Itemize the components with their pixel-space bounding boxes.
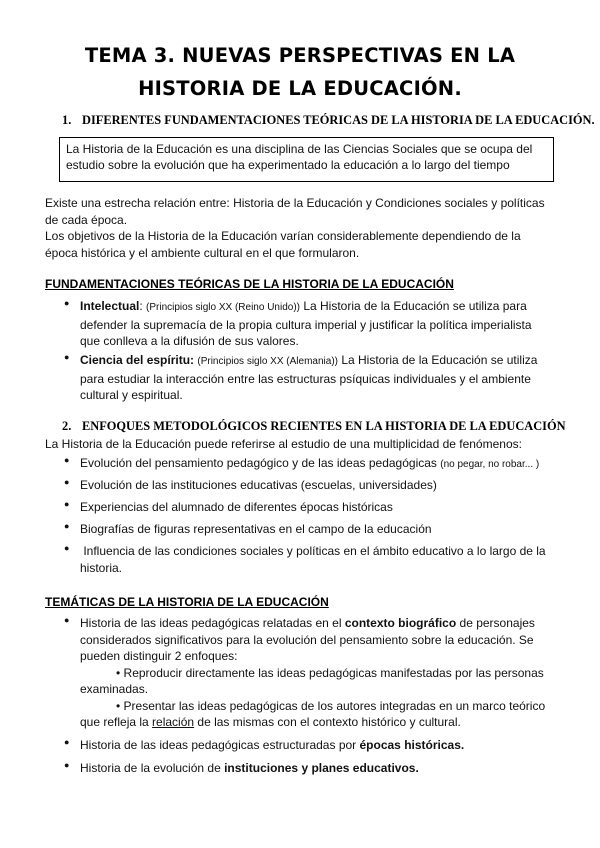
- subitem-text: de las mismas con el contexto histórico y cultural.: [194, 715, 461, 729]
- item-text: Influencia de las condiciones sociales y políticas en el ámbito educativo a lo largo de la: [80, 544, 546, 558]
- bullet-icon: ●: [64, 760, 70, 770]
- item-line2: considerados significativos para la evolución del pensamiento sobre la educación. Se: [80, 632, 534, 647]
- item-line2: historia.: [80, 560, 123, 575]
- item-colon: :: [139, 299, 147, 313]
- definition-line1: La Historia de la Educación es una disciplina de las Ciencias Sociales que se ocupa del: [66, 142, 533, 156]
- item-text: Evolución del pensamiento pedagógico y de las ideas pedagógicas: [80, 456, 441, 470]
- section2-heading: [62, 419, 566, 434]
- item-text: de personajes: [456, 616, 535, 630]
- bullet-icon: ●: [64, 477, 70, 487]
- section2-number: 2.: [62, 419, 72, 433]
- bullet-icon: ●: [64, 543, 70, 553]
- item-note: (Principios siglo XX (Reino Unido)): [146, 302, 300, 313]
- item-emphasis: instituciones y planes educativos.: [224, 761, 419, 775]
- item-line3: cultural y espiritual.: [80, 388, 183, 402]
- tematicas-heading: TEMÁTICAS DE LA HISTORIA DE LA EDUCACIÓN: [45, 595, 329, 609]
- bullet-icon: ●: [64, 737, 70, 747]
- subitem-2-line1: • Presentar las ideas pedagógicas de los autores integradas en un marco teórico: [116, 699, 546, 713]
- section1-number: 1.: [62, 113, 72, 127]
- item-text: Historia de las ideas pedagógicas estructuradas por: [80, 738, 360, 752]
- section2-title: ENFOQUES METODOLÓGICOS RECIENTES EN LA HISTORIA DE LA EDUCACIÓN: [82, 419, 566, 433]
- bullet-icon: ●: [64, 352, 70, 362]
- item-text: La Historia de la Educación se utiliza: [337, 353, 538, 367]
- section1-title: DIFERENTES FUNDAMENTACIONES TEÓRICAS DE LA HISTORIA DE LA EDUCACIÓN.: [82, 113, 595, 127]
- intro-p2-line1: Los objetivos de la Historia de la Educación varían considerablemente dependiendo de la: [45, 229, 521, 243]
- item-line2: para estudiar la interacción entre las estructuras psíquicas individuales y el ambiente: [80, 371, 531, 386]
- item-text: La Historia de la Educación se utiliza para: [299, 299, 527, 313]
- item-text: Evolución de las instituciones educativas (escuelas, universidades): [80, 478, 437, 492]
- item-text: Historia de la evolución de: [80, 761, 225, 775]
- intro-p2-line2: época histórica y el ambiente cultural en el que formularon.: [45, 245, 360, 260]
- fundamentaciones-heading: FUNDAMENTACIONES TEÓRICAS DE LA HISTORIA DE LA EDUCACIÓN: [45, 277, 454, 291]
- section1-heading: [62, 113, 595, 128]
- bullet-icon: ●: [64, 615, 70, 625]
- bullet-icon: ●: [64, 298, 70, 308]
- bullet-icon: ●: [64, 521, 70, 531]
- bullet-icon: ●: [64, 499, 70, 509]
- item-text: Biografías de figuras representativas en el campo de la educación: [80, 522, 432, 536]
- definition-box: [59, 137, 554, 182]
- item-note: (Principios siglo XX (Alemania)): [197, 356, 338, 367]
- item-line3: pueden distinguir 2 enfoques:: [80, 649, 238, 663]
- document-title-line2: HISTORIA DE LA EDUCACIÓN.: [138, 77, 462, 100]
- intro-p1-line2: de cada época.: [45, 212, 128, 227]
- subitem-text: que refleja la: [80, 715, 153, 729]
- intro-paragraph-1: [45, 195, 545, 228]
- intro-p1-line1: Existe una estrecha relación entre: Historia de la Educación y Condiciones sociales y políticas: [45, 196, 545, 210]
- item-term: Ciencia del espíritu:: [80, 353, 195, 367]
- subitem-2-line2: [80, 714, 461, 731]
- bullet-icon: ●: [64, 455, 70, 465]
- item-text: Experiencias del alumnado de diferentes épocas históricas: [80, 500, 393, 514]
- document-title-line1: TEMA 3. NUEVAS PERSPECTIVAS EN LA: [84, 44, 516, 67]
- item-term: Intelectual: [80, 299, 140, 313]
- definition-line2: estudio sobre la evolución que ha experimentado la educación a lo largo del tiempo: [66, 158, 510, 172]
- item-emphasis: contexto biográfico: [344, 616, 457, 630]
- subitem-1-line1: • Reproducir directamente las ideas pedagógicas manifestadas por las personas: [116, 666, 544, 680]
- item-note: (no pegar, no robar... ): [440, 459, 540, 470]
- item-line3: que conlleva a la difusión de sus valores.: [80, 334, 299, 348]
- item-text: Historia de las ideas pedagógicas relatadas en el: [80, 616, 345, 630]
- item-emphasis: épocas históricas.: [359, 738, 465, 752]
- item-line2: defender la supremacía de la propia cultura imperial y justificar la política imperialista: [80, 317, 532, 332]
- section2-intro: La Historia de la Educación puede referirse al estudio de una multiplicidad de fenómenos:: [45, 437, 522, 451]
- subitem-1-line2: examinadas.: [80, 682, 149, 696]
- intro-paragraph-2: [45, 228, 521, 261]
- subitem-underlined: relación: [152, 715, 195, 729]
